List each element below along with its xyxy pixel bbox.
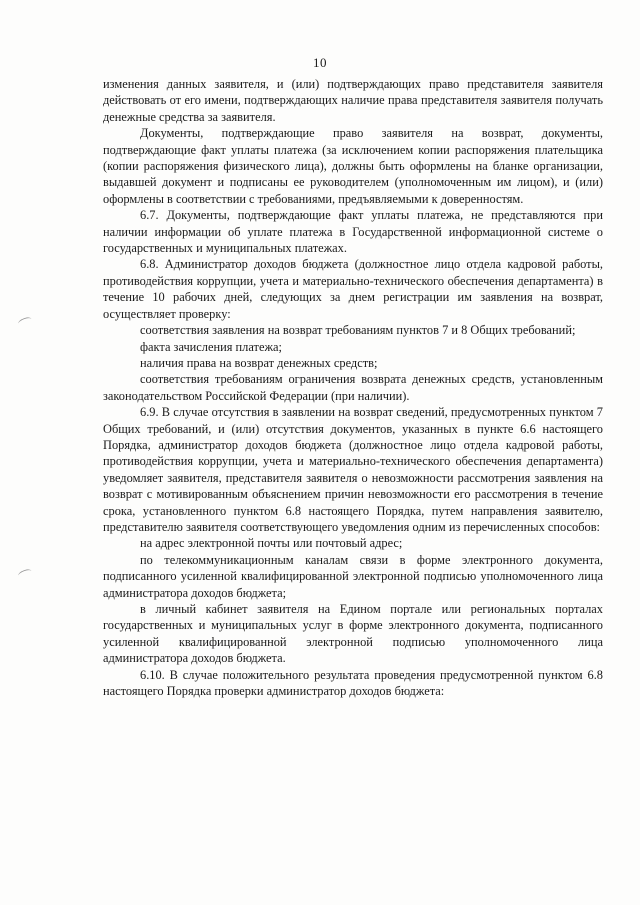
paragraph-6-10: 6.10. В случае положительного результата проведения предусмотренной пунктом 6.8 настоящего Порядка проверки администратор доходов бюджета: — [103, 667, 603, 699]
margin-mark — [17, 568, 33, 579]
method-item-3: в личный кабинет заявителя на Едином портале или региональных порталах государственных и муниципальных услуг в форме электронного документа, подписанного усиленной квалифицированной электронной подписью уполномоченного лица администратора доходов бюджета. — [103, 602, 603, 666]
margin-mark — [17, 316, 33, 327]
paragraph-6-7: 6.7. Документы, подтверждающие факт уплаты платежа, не представляются при наличии информации об уплате платежа в Государственной информационной системе о государственных и муниципальных платежах. — [103, 208, 603, 256]
method-item-2: по телекоммуникационным каналам связи в форме электронного документа, подписанного усиленной квалифицированной электронной подписью уполномоченного лица администратора доходов бюджета; — [103, 552, 603, 600]
paragraph-documents-requirements: Документы, подтверждающие право заявителя на возврат, документы, подтверждающие факт уплаты платежа (за исключением копии распоряжения плательщика (копии распоряжения физического лица), должны быть оформлены на бланке организации, выдавшей документ и подписаны ее руководителем (уполномоченным им лицом), и (или) оформлены в соответствии с требованиями, предъявляемыми к доверенностям. — [103, 126, 603, 206]
paragraph-6-9: 6.9. В случае отсутствия в заявлении на возврат сведений, предусмотренных пунктом 7 Общих требований, и (или) отсутствия документов, указанных в пункте 6.6 настоящего Порядка, администратор доходов бюджета (должностное лицо отдела кадровой работы, противодействия коррупции, учета и материально-технического обеспечения департамента) уведомляет заявителя, представителя заявителя о невозможности рассмотрения заявления на возврат с мотивированным объяснением причин невозможности его рассмотрения в течение срока, установленного пунктом 6.8 настоящего Порядка, путем направления заявителю, представителю заявителя соответствующего уведомления одним из перечисленных способов: — [103, 405, 603, 534]
check-item-4: соответствия требованиям ограничения возврата денежных средств, установленным законодательством Российской Федерации (при наличии). — [103, 372, 603, 403]
check-item-1: соответствия заявления на возврат требованиям пунктов 7 и 8 Общих требований; — [140, 323, 576, 338]
method-item-1: на адрес электронной почты или почтовый адрес; — [140, 536, 403, 551]
paragraph-continuation: изменения данных заявителя, и (или) подтверждающих право представителя заявителя действовать от его имени, подтверждающих наличие права представителя заявителя получать денежные средства за заявителя. — [103, 77, 603, 124]
check-item-2: факта зачисления платежа; — [140, 339, 282, 354]
page-number: 10 — [313, 55, 327, 70]
document-body — [103, 76, 603, 699]
paragraph-6-8: 6.8. Администратор доходов бюджета (должностное лицо отдела кадровой работы, противодействия коррупции, учета и материально-технического обеспечения департамента) в течение 10 рабочих дней, следующих за днем регистрации им заявления на возврат, осуществляет проверку: — [103, 257, 603, 321]
check-item-3: наличия права на возврат денежных средств; — [140, 355, 378, 370]
